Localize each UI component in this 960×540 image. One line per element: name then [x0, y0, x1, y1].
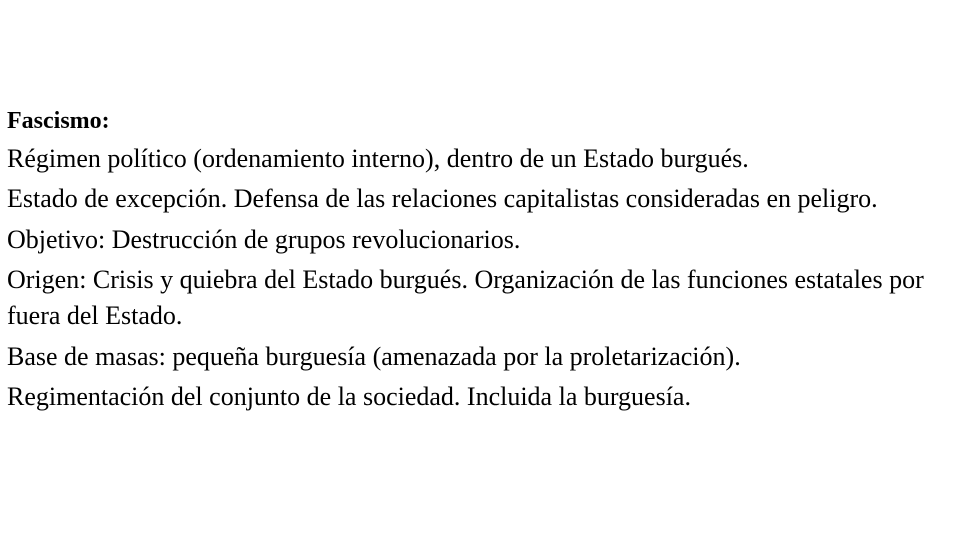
paragraph-origen: Origen: Crisis y quiebra del Estado burgués. Organización de las funciones estatales por fuera del Estado.	[7, 265, 924, 330]
slide-title: Fascismo:	[7, 108, 110, 134]
paragraph-estado-de-excepcion: Estado de excepción. Defensa de las relaciones capitalistas consideradas en peligro.	[7, 184, 878, 213]
paragraph-objetivo: Objetivo: Destrucción de grupos revolucionarios.	[7, 225, 521, 254]
paragraph-base-de-masas: Base de masas: pequeña burguesía (amenazada por la proletarización).	[7, 342, 741, 371]
paragraph-regimentacion: Regimentación del conjunto de la sociedad. Incluida la burguesía.	[7, 382, 691, 411]
paragraph-regimen-politico: Régimen político (ordenamiento interno), dentro de un Estado burgués.	[7, 144, 749, 173]
slide-content	[7, 104, 947, 419]
